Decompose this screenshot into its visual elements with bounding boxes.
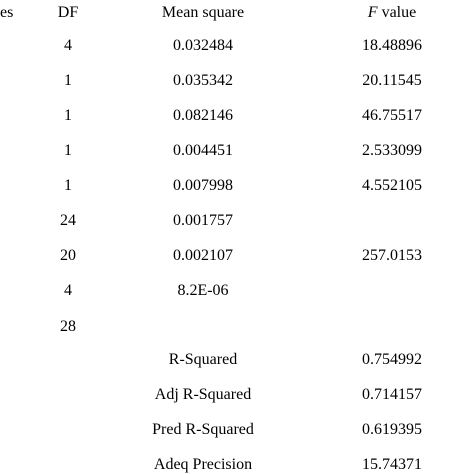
stat-value: 15.74371	[362, 456, 422, 473]
header-source-fragment: es	[0, 4, 14, 21]
stat-value: 0.754992	[362, 351, 422, 368]
stat-label: R-Squared	[168, 351, 238, 368]
row-f-value: 4.552105	[362, 177, 422, 194]
row-mean-square: 0.001757	[173, 212, 233, 229]
stat-label: Adeq Precision	[153, 456, 253, 473]
row-mean-square: 0.035342	[173, 72, 233, 89]
row-df: 1	[64, 107, 72, 124]
header-mean-square: Mean square	[161, 4, 245, 21]
row-mean-square: 8.2E-06	[177, 282, 229, 299]
f-value-word: value	[377, 4, 417, 21]
row-mean-square: 0.032484	[173, 37, 233, 54]
row-df: 1	[64, 177, 72, 194]
row-df: 4	[64, 37, 72, 54]
row-mean-square: 0.082146	[173, 107, 233, 124]
row-df: 1	[64, 72, 72, 89]
row-mean-square: 0.004451	[173, 142, 233, 159]
f-symbol: F	[367, 4, 378, 21]
row-df: 1	[64, 142, 72, 159]
row-mean-square: 0.002107	[173, 247, 233, 264]
stat-label: Adj R-Squared	[154, 386, 252, 403]
row-f-value: 257.0153	[362, 247, 422, 264]
row-f-value: 20.11545	[362, 72, 422, 89]
row-df: 24	[60, 212, 76, 229]
row-f-value: 46.75517	[362, 107, 422, 124]
stat-value: 0.619395	[362, 421, 422, 438]
row-df: 20	[60, 247, 76, 264]
stat-label: Pred R-Squared	[152, 421, 254, 438]
stat-value: 0.714157	[362, 386, 422, 403]
row-f-value: 2.533099	[362, 142, 422, 159]
header-df: DF	[57, 4, 79, 21]
header-f-value	[368, 4, 416, 22]
row-f-value: 18.48896	[362, 37, 422, 54]
row-mean-square: 0.007998	[173, 177, 233, 194]
row-df: 28	[60, 318, 76, 335]
row-df: 4	[64, 282, 72, 299]
